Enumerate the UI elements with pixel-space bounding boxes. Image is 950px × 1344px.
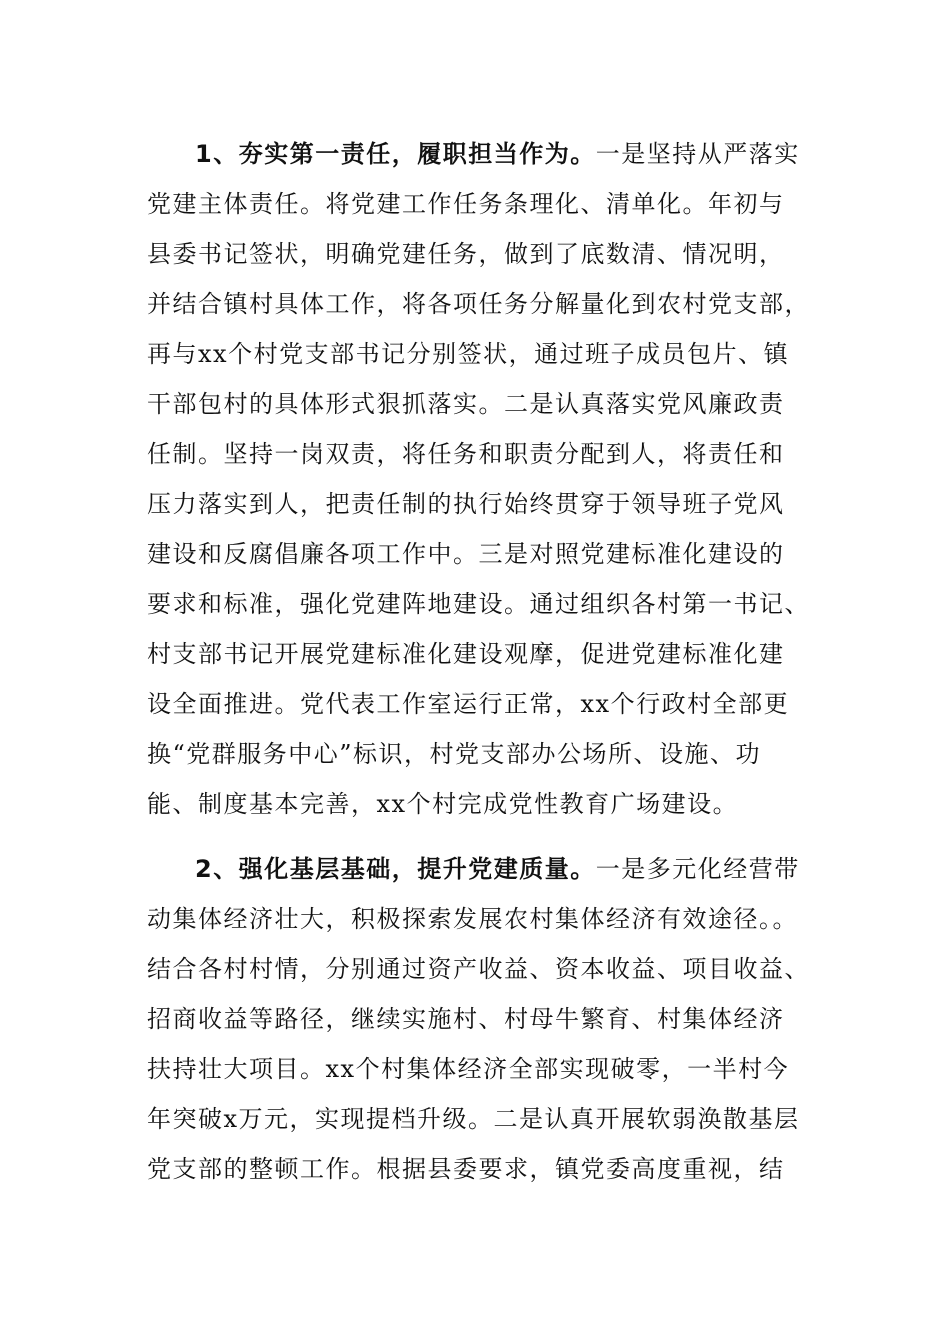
section1-text-line: 一是坚持从严落实 bbox=[595, 140, 800, 168]
section1-first-line bbox=[195, 138, 800, 170]
section1-text-line: 并结合镇村具体工作，将各项任务分解量化到农村党支部， bbox=[147, 290, 810, 318]
section2-text-line: 结合各村村情，分别通过资产收益、资本收益、项目收益、 bbox=[147, 955, 810, 983]
section2-text-line: 党支部的整顿工作。根据县委要求，镇党委高度重视，结 bbox=[147, 1155, 785, 1183]
section1-text-line: 建设和反腐倡廉各项工作中。三是对照党建标准化建设的 bbox=[147, 540, 785, 568]
section2-text-line: 招商收益等路径，继续实施村、村母牛繁育、村集体经济 bbox=[147, 1005, 785, 1033]
section1-text-line: 能、制度基本完善，xx个村完成党性教育广场建设。 bbox=[147, 790, 739, 818]
section1-text-line: 党建主体责任。将党建工作任务条理化、清单化。年初与 bbox=[147, 190, 785, 218]
section2-text-line: 动集体经济壮大，积极探索发展农村集体经济有效途径。。 bbox=[147, 905, 798, 933]
section2-text-line: 一是多元化经营带 bbox=[595, 855, 800, 883]
section1-text-line: 换“党群服务中心”标识，村党支部办公场所、设施、功 bbox=[147, 740, 762, 768]
section2-text-line: 扶持壮大项目。xx个村集体经济全部实现破零，一半村今 bbox=[147, 1055, 790, 1083]
section1-heading: 1、夯实第一责任，履职担当作为。 bbox=[195, 140, 596, 168]
section1-text-line: 设全面推进。党代表工作室运行正常，xx个行政村全部更 bbox=[147, 690, 790, 718]
section1-text-line: 村支部书记开展党建标准化建设观摩，促进党建标准化建 bbox=[147, 640, 785, 668]
section2-text-line: 年突破x万元，实现提档升级。二是认真开展软弱涣散基层 bbox=[147, 1105, 800, 1133]
section1-text-line: 再与xx个村党支部书记分别签状，通过班子成员包片、镇 bbox=[147, 340, 790, 368]
section1-text-line: 干部包村的具体形式狠抓落实。二是认真落实党风廉政责 bbox=[147, 390, 785, 418]
section2-heading: 2、强化基层基础，提升党建质量。 bbox=[195, 855, 596, 883]
section1-text-line: 县委书记签状，明确党建任务，做到了底数清、情况明， bbox=[147, 240, 785, 268]
section1-text-line: 任制。坚持一岗双责，将任务和职责分配到人，将责任和 bbox=[147, 440, 785, 468]
section1-text-line: 压力落实到人，把责任制的执行始终贯穿于领导班子党风 bbox=[147, 490, 785, 518]
section1-text-line: 要求和标准，强化党建阵地建设。通过组织各村第一书记、 bbox=[147, 590, 810, 618]
section2-first-line bbox=[195, 853, 800, 885]
